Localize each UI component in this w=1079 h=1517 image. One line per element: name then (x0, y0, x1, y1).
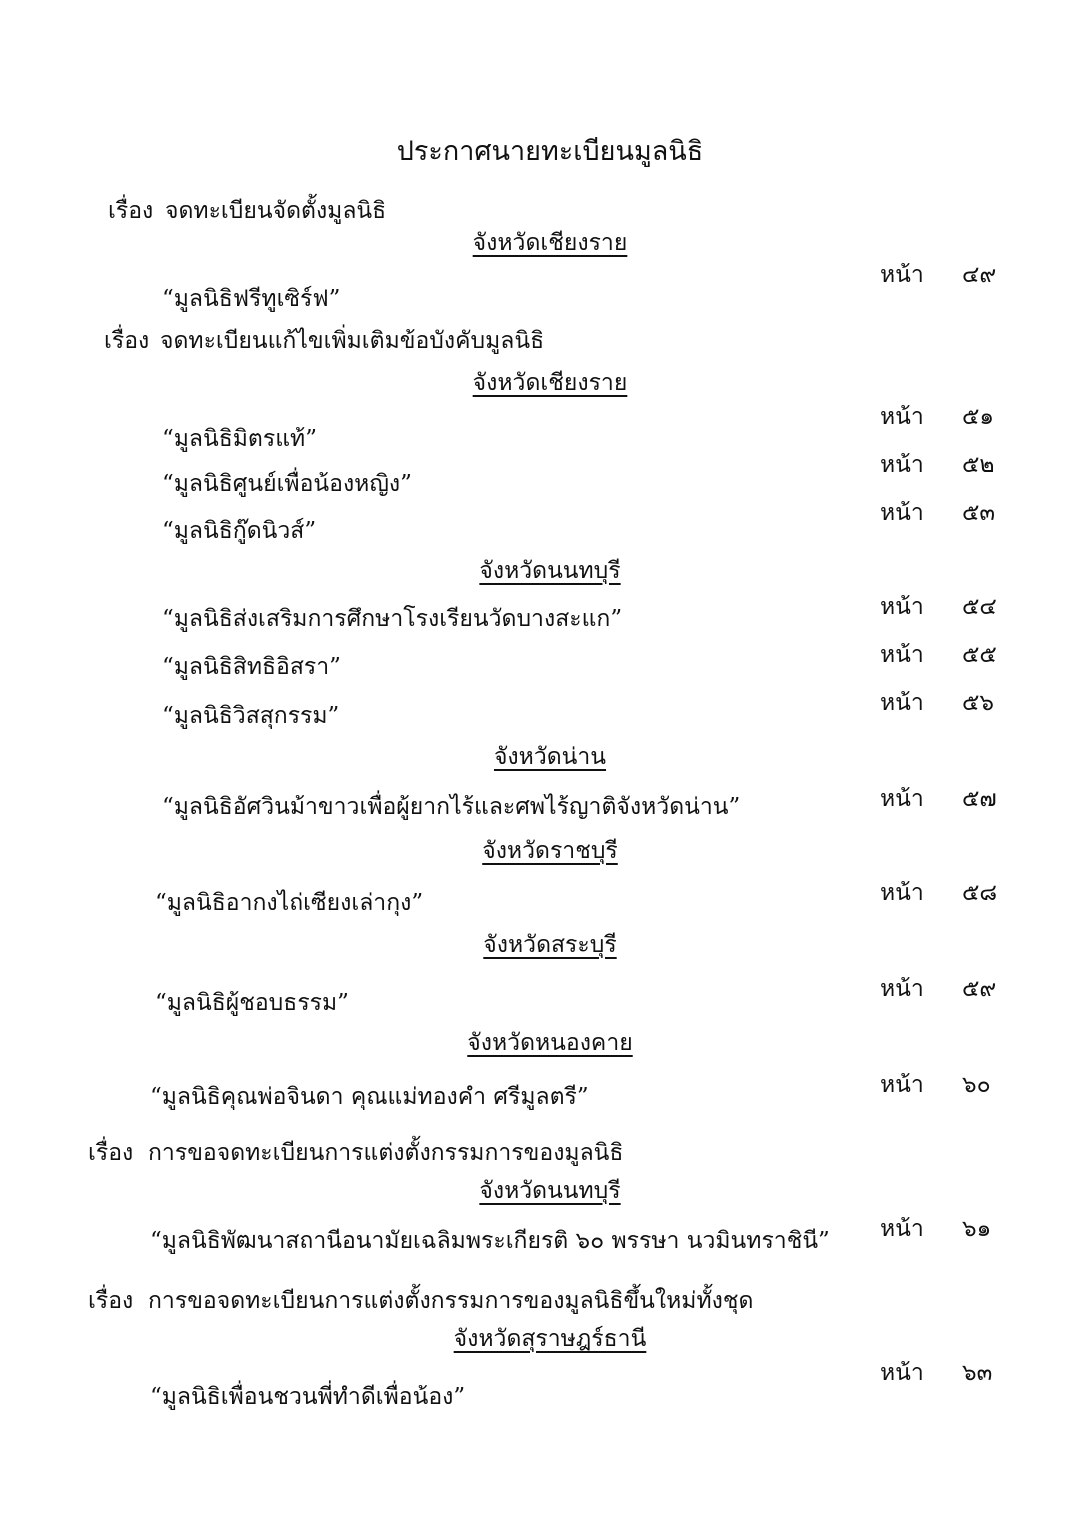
page-label: หน้า (880, 642, 924, 668)
province-heading: จังหวัดเชียงราย (472, 230, 628, 256)
province-heading: จังหวัดหนองคาย (467, 1030, 633, 1056)
subject-label: เรื่อง (104, 328, 150, 354)
page-number: ๕๕ (962, 642, 997, 668)
foundation-name: “มูลนิธิฟรีทูเซิร์ฟ” (162, 286, 341, 312)
page-title: ประกาศนายทะเบียนมูลนิธิ (396, 136, 704, 167)
page-label: หน้า (880, 262, 924, 288)
page-number: ๕๘ (962, 880, 998, 906)
page-number: ๕๙ (962, 976, 997, 1002)
province-heading: จังหวัดสุราษฎร์ธานี (453, 1326, 647, 1352)
foundation-name: “มูลนิธิพัฒนาสถานีอนามัยเฉลิมพระเกียรติ ๖๐ พรรษา นวมินทราชินี” (150, 1228, 830, 1254)
page-number: ๕๖ (962, 690, 995, 716)
foundation-name: “มูลนิธิศูนย์เพื่อน้องหญิง” (162, 471, 412, 497)
page-label: หน้า (880, 1072, 924, 1098)
page-number: ๔๙ (962, 262, 997, 288)
foundation-name: “มูลนิธิวิสสุกรรม” (162, 703, 340, 729)
subject-title: การขอจดทะเบียนการแต่งตั้งกรรมการของมูลนิธิขึ้นใหม่ทั้งชุด (148, 1288, 754, 1314)
subject-title: จดทะเบียนแก้ไขเพิ่มเติมข้อบังคับมูลนิธิ (160, 328, 545, 354)
foundation-name: “มูลนิธิเพื่อนชวนพี่ทำดีเพื่อน้อง” (150, 1384, 466, 1410)
page-number: ๖๓ (962, 1360, 993, 1386)
foundation-name: “มูลนิธิสิทธิอิสรา” (162, 654, 341, 680)
province-heading: จังหวัดเชียงราย (472, 370, 628, 396)
page-label: หน้า (880, 452, 924, 478)
foundation-name: “มูลนิธิมิตรแท้” (162, 426, 317, 452)
page-label: หน้า (880, 880, 924, 906)
page-number: ๕๗ (962, 786, 997, 812)
page-label: หน้า (880, 1216, 924, 1242)
subject-label: เรื่อง (88, 1140, 134, 1166)
page-number: ๕๑ (962, 404, 995, 430)
subject-title: การขอจดทะเบียนการแต่งตั้งกรรมการของมูลนิธิ (148, 1140, 624, 1166)
subject-label: เรื่อง (88, 1288, 134, 1314)
province-heading: จังหวัดน่าน (493, 744, 607, 770)
foundation-name: “มูลนิธิคุณพ่อจินดา คุณแม่ทองคำ ศรีมูลตรี” (150, 1084, 589, 1110)
page-label: หน้า (880, 594, 924, 620)
province-heading: จังหวัดราชบุรี (482, 838, 618, 864)
foundation-name: “มูลนิธิกู๊ดนิวส์” (162, 518, 317, 544)
foundation-name: “มูลนิธิส่งเสริมการศึกษาโรงเรียนวัดบางสะแก” (162, 606, 623, 632)
page-number: ๕๓ (962, 500, 996, 526)
page-label: หน้า (880, 976, 924, 1002)
province-heading: จังหวัดนนทบุรี (479, 558, 621, 584)
page-label: หน้า (880, 690, 924, 716)
page-label: หน้า (880, 404, 924, 430)
subject-label: เรื่อง (108, 198, 154, 224)
province-heading: จังหวัดนนทบุรี (479, 1178, 621, 1204)
page-number: ๕๔ (962, 594, 997, 620)
foundation-name: “มูลนิธิผู้ชอบธรรม” (155, 990, 349, 1016)
page-number: ๖๐ (962, 1072, 991, 1098)
page-label: หน้า (880, 1360, 924, 1386)
page-label: หน้า (880, 786, 924, 812)
page-number: ๕๒ (962, 452, 995, 478)
page-label: หน้า (880, 500, 924, 526)
page-number: ๖๑ (962, 1216, 992, 1242)
foundation-name: “มูลนิธิอัศวินม้าขาวเพื่อผู้ยากไร้และศพไร้ญาติจังหวัดน่าน” (162, 794, 741, 820)
foundation-name: “มูลนิธิอากงไถ่เซียงเล่ากุง” (155, 890, 424, 916)
province-heading: จังหวัดสระบุรี (483, 932, 617, 958)
subject-title: จดทะเบียนจัดตั้งมูลนิธิ (165, 198, 387, 224)
